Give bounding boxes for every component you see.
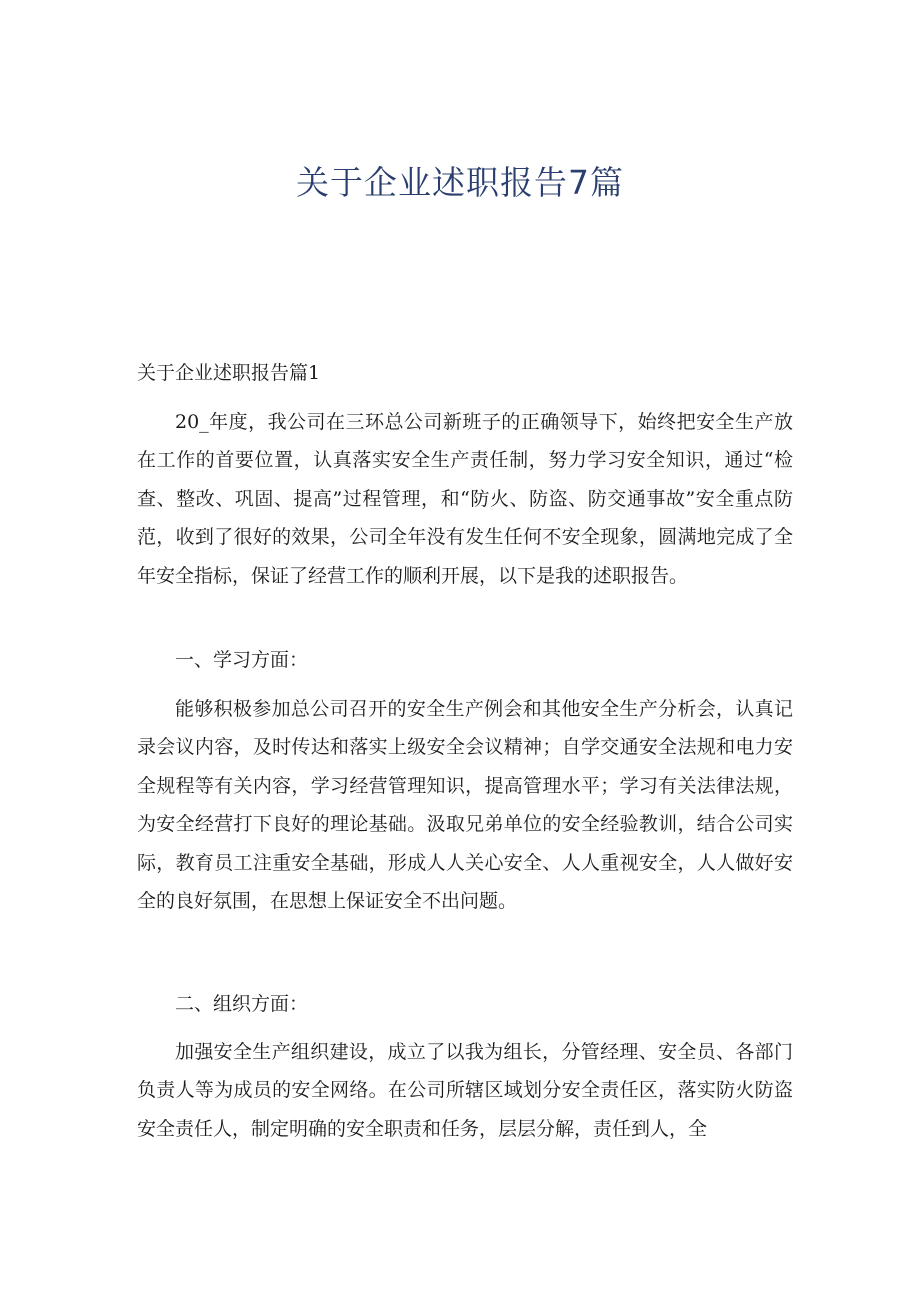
document-title: 关于企业述职报告7篇 <box>296 163 624 202</box>
section-heading: 关于企业述职报告篇1 <box>137 362 321 384</box>
organization-heading: 二、组织方面： <box>175 993 309 1015</box>
study-heading: 一、学习方面： <box>175 649 309 671</box>
intro-paragraph: 20_年度，我公司在三环总公司新班子的正确领导下，始终把安全生产放在工作的首要位置，认真落实安全生产责任制，努力学习安全知识，通过“检查、整改、巩固、提高”过程管理，和“防火、防盗、防交通事故”安全重点防范，收到了很好的效果，公司全年没有发生任何不安全现象，圆满地完成了全年安全指标，保证了经营工作的顺利开展，以下是我的述职报告。 <box>137 411 793 587</box>
organization-paragraph: 加强安全生产组织建设，成立了以我为组长，分管经理、安全员、各部门负责人等为成员的安全网络。在公司所辖区域划分安全责任区，落实防火防盗安全责任人，制定明确的安全职责和任务，层层分解，责任到人，全 <box>137 1041 793 1140</box>
study-paragraph: 能够积极参加总公司召开的安全生产例会和其他安全生产分析会，认真记录会议内容，及时传达和落实上级安全会议精神；自学交通安全法规和电力安全规程等有关内容，学习经营管理知识，提高管理水平；学习有关法律法规，为安全经营打下良好的理论基础。汲取兄弟单位的安全经验教训，结合公司实际，教育员工注重安全基础，形成人人关心安全、人人重视安全，人人做好安全的良好氛围，在思想上保证安全不出问题。 <box>137 698 793 913</box>
